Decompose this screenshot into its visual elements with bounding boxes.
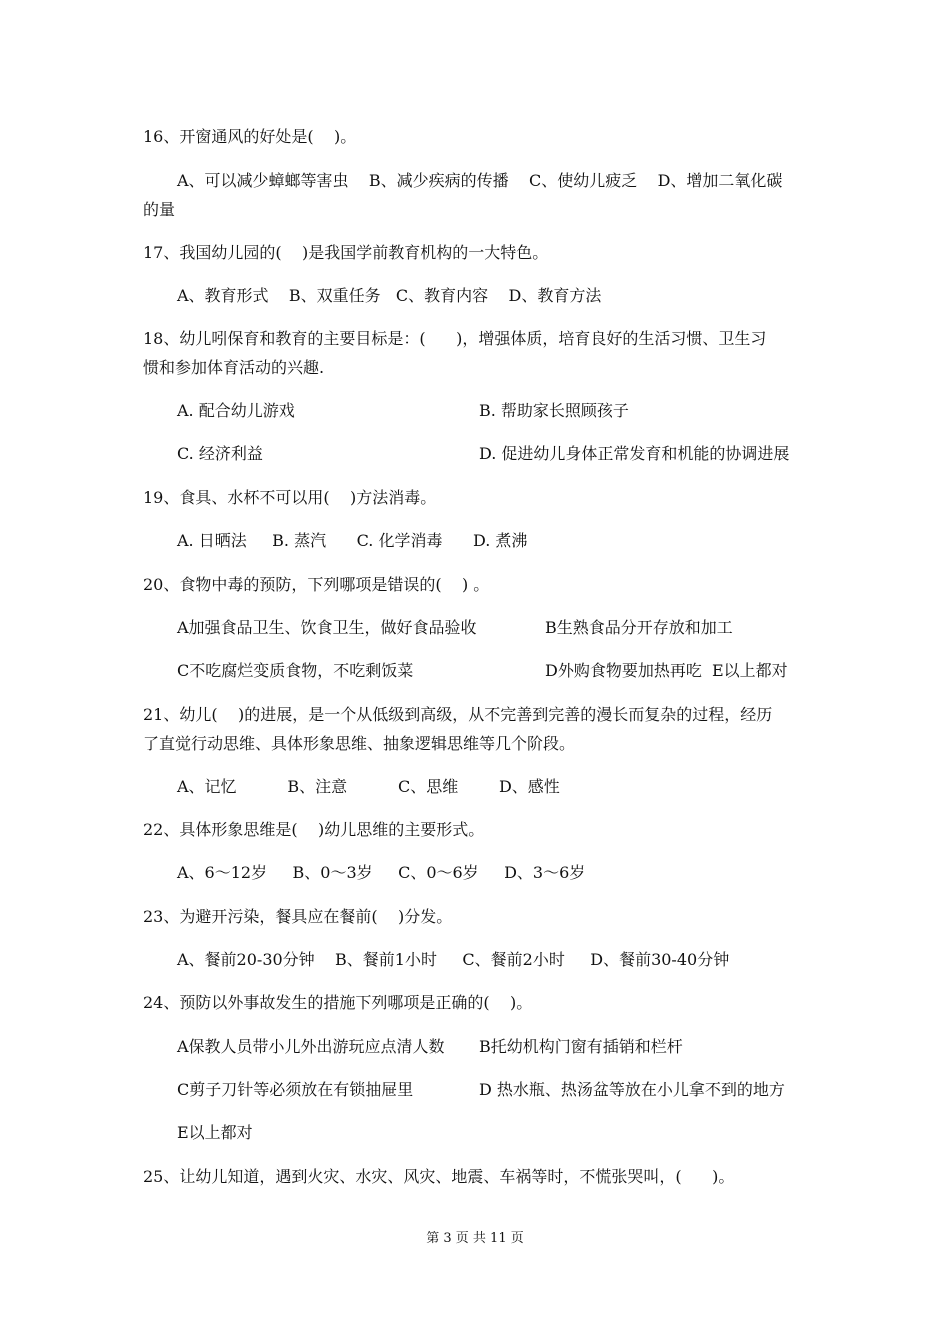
- question-19-options: A. 日晒法 B. 蒸汽 C. 化学消毒 D. 煮沸: [177, 531, 528, 550]
- question-24-option-d: D 热水瓶、热汤盆等放在小儿拿不到的地方: [479, 1080, 785, 1099]
- question-19-stem: 19、食具、水杯不可以用( )方法消毒。: [143, 488, 437, 507]
- question-21-options: A、记忆 B、注意 C、思维 D、感性: [177, 777, 560, 796]
- question-17-stem: 17、我国幼儿园的( )是我国学前教育机构的一大特色。: [143, 243, 549, 262]
- question-24-stem: 24、预防以外事故发生的措施下列哪项是正确的( )。: [143, 993, 533, 1012]
- question-17-options: A、教育形式 B、双重任务 C、教育内容 D、教育方法: [177, 286, 602, 305]
- question-24-option-c: C剪子刀针等必须放在有锁抽屉里: [177, 1080, 414, 1099]
- question-25-stem: 25、让幼儿知道，遇到火灾、水灾、风灾、地震、车祸等时，不慌张哭叫，( )。: [143, 1167, 735, 1186]
- question-24-option-a: A保教人员带小儿外出游玩应点清人数: [177, 1037, 445, 1056]
- question-20-option-de: D外购食物要加热再吃 E以上都对: [545, 661, 788, 680]
- question-20-stem: 20、食物中毒的预防，下列哪项是错误的( ) 。: [143, 575, 490, 594]
- question-18-option-c: C. 经济利益: [177, 444, 263, 463]
- question-22-stem: 22、具体形象思维是( )幼儿思维的主要形式。: [143, 820, 485, 839]
- question-24-option-b: B托幼机构门窗有插销和栏杆: [479, 1037, 683, 1056]
- question-16-stem: 16、开窗通风的好处是( )。: [143, 127, 357, 146]
- question-23-stem: 23、为避开污染，餐具应在餐前( )分发。: [143, 907, 453, 926]
- question-23-options: A、餐前20-30分钟 B、餐前1小时 C、餐前2小时 D、餐前30-40分钟: [177, 950, 730, 969]
- question-18-stem: 18、幼儿吲保育和教育的主要目标是：( )，增强体质，培育良好的生活习惯、卫生习: [143, 329, 767, 348]
- question-21-stem: 21、幼儿( )的进展，是一个从低级到高级，从不完善到完善的漫长而复杂的过程，经历: [143, 705, 773, 724]
- question-20-option-c: C不吃腐烂变质食物，不吃剩饭菜: [177, 661, 414, 680]
- question-20-option-a: A加强食品卫生、饮食卫生，做好食品验收: [177, 618, 477, 637]
- question-21-stem-cont: 了直觉行动思维、具体形象思维、抽象逻辑思维等几个阶段。: [143, 734, 576, 753]
- question-18-option-b: B. 帮助家长照顾孩子: [479, 401, 629, 420]
- question-18-option-a: A. 配合幼儿游戏: [177, 401, 295, 420]
- question-16-options-cont: 的量: [143, 200, 176, 219]
- question-24-option-e: E以上都对: [177, 1123, 253, 1142]
- question-18-stem-cont: 惯和参加体育活动的兴趣.: [143, 358, 325, 377]
- question-16-options: A、可以减少蟑螂等害虫 B、减少疾病的传播 C、使幼儿疲乏 D、增加二氧化碳: [177, 171, 783, 190]
- question-22-options: A、6～12岁 B、0～3岁 C、0～6岁 D、3～6岁: [177, 863, 586, 882]
- question-20-option-b: B生熟食品分开存放和加工: [545, 618, 733, 637]
- page-number-footer: 第 3 页 共 11 页: [426, 1231, 524, 1246]
- question-18-option-d: D. 促进幼儿身体正常发育和机能的协调进展: [479, 444, 790, 463]
